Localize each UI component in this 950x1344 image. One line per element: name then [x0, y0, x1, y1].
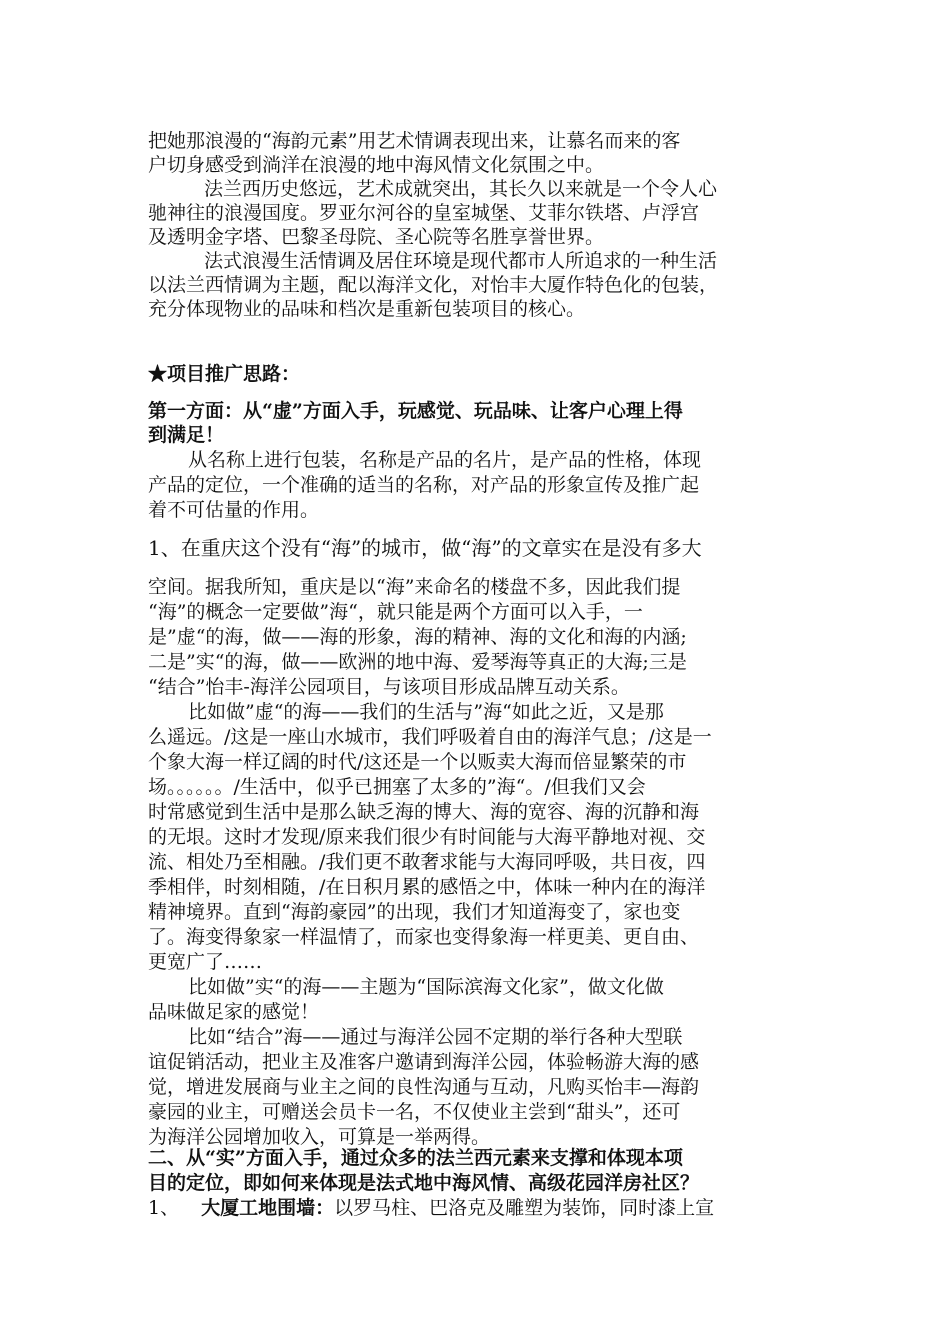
body-text-line: “海”的概念一定要做”海“，就只能是两个方面可以入手，一	[148, 601, 643, 623]
body-text-line: 以法兰西情调为主题，配以海洋文化，对怡丰大厦作特色化的包装，	[148, 274, 719, 296]
body-text-line: 季相伴，时刻相随，/在日积月累的感悟之中，体味一种内在的海洋	[148, 876, 706, 898]
body-text-line: 为海洋公园增加收入，可算是一举两得。	[148, 1126, 491, 1148]
body-text-line: 了。海变得象家一样温情了，而家也变得象海一样更美、更自由、	[148, 926, 700, 948]
body-text-line: 把她那浪漫的“海韵元素”用艺术情调表现出来，让慕名而来的客	[148, 130, 681, 152]
body-text-line: 流、相处乃至相融。/我们更不敢奢求能与大海同呼吸，共日夜，四	[148, 851, 706, 873]
body-text-line: 个象大海一样辽阔的时代/这还是一个以贩卖大海而倍显繁荣的市	[148, 751, 687, 773]
body-text-line: 户切身感受到淌洋在浪漫的地中海风情文化氛围之中。	[148, 154, 605, 176]
point1-line: 1、在重庆这个没有“海”的城市，做“海”的文章实在是没有多大	[148, 536, 702, 560]
item-number: 1、	[148, 1197, 180, 1219]
body-text-line: 豪园的业主，可赠送会员卡一名，不仅使业主尝到“甜头”，还可	[148, 1101, 681, 1123]
body-text-line: 比如做”实“的海——主题为“国际滨海文化家”，做文化做	[188, 976, 664, 998]
body-text-line: 产品的定位，一个准确的适当的名称，对产品的形象宣传及推广起	[148, 474, 700, 496]
body-text-line: 更宽广了……	[148, 951, 263, 973]
body-text-line: 精神境界。直到“海韵豪园”的出现，我们才知道海变了，家也变	[148, 901, 681, 923]
item-label: 大厦工地围墙：	[201, 1197, 335, 1219]
aspect2-item1	[148, 1196, 714, 1220]
body-text-line: 着不可估量的作用。	[148, 499, 320, 521]
item-text: 以罗马柱、巴洛克及雕塑为装饰，同时漆上宣	[334, 1197, 715, 1219]
section-heading: ★项目推广思路：	[148, 363, 301, 385]
body-text-line: “结合”怡丰-海洋公园项目，与该项目形成品牌互动关系。	[148, 676, 630, 698]
body-text-line: 及透明金字塔、巴黎圣母院、圣心院等名胜享誉世界。	[148, 226, 605, 248]
body-text-line: 是”虚“的海，做——海的形象，海的精神、海的文化和海的内涵;	[148, 626, 687, 648]
body-text-line: 比如“结合”海——通过与海洋公园不定期的举行各种大型联	[188, 1026, 683, 1048]
body-text-line: 觉，增进发展商与业主之间的良性沟通与互动，凡购买怡丰—海韵	[148, 1076, 700, 1098]
body-text-line: 从名称上进行包装，名称是产品的名片，是产品的性格，体现	[188, 449, 702, 471]
body-text-line: 的无垠。这时才发现/原来我们很少有时间能与大海平静地对视、交	[148, 826, 706, 848]
aspect2-heading: 二、从“实”方面入手，通过众多的法兰西元素来支撑和体现本项	[148, 1147, 683, 1169]
aspect1-heading: 到满足！	[148, 424, 225, 446]
body-text-line: 二是”实“的海，做——欧洲的地中海、爱琴海等真正的大海;三是	[148, 651, 687, 673]
body-text-line: 谊促销活动，把业主及准客户邀请到海洋公园，体验畅游大海的感	[148, 1051, 700, 1073]
body-text-line: 么遥远。/这是一座山水城市，我们呼吸着自由的海洋气息；/这是一	[148, 726, 712, 748]
body-text-line: 法式浪漫生活情调及居住环境是现代都市人所追求的一种生活	[204, 250, 718, 272]
aspect1-heading: 第一方面：从“虚”方面入手，玩感觉、玩品味、让客户心理上得	[148, 400, 683, 422]
body-text-line: 充分体现物业的品味和档次是重新包装项目的核心。	[148, 298, 586, 320]
body-text-line: 时常感觉到生活中是那么缺乏海的博大、海的宽容、海的沉静和海	[148, 801, 700, 823]
body-text-line: 驰神往的浪漫国度。罗亚尔河谷的皇室城堡、艾菲尔铁塔、卢浮宫	[148, 202, 700, 224]
body-text-line: 比如做”虚“的海——我们的生活与”海“如此之近，又是那	[188, 701, 664, 723]
aspect2-heading: 目的定位，即如何来体现是法式地中海风情、高级花园洋房社区？	[148, 1172, 700, 1194]
body-text-line: 空间。据我所知，重庆是以“海”来命名的楼盘不多，因此我们提	[148, 576, 681, 598]
body-text-line: 品味做足家的感觉！	[148, 1001, 320, 1023]
body-text-line: 法兰西历史悠远，艺术成就突出，其长久以来就是一个令人心	[204, 178, 718, 200]
body-text-line: 场。。。。。。/生活中，似乎已拥塞了太多的”海“。/但我们又会	[148, 776, 646, 798]
